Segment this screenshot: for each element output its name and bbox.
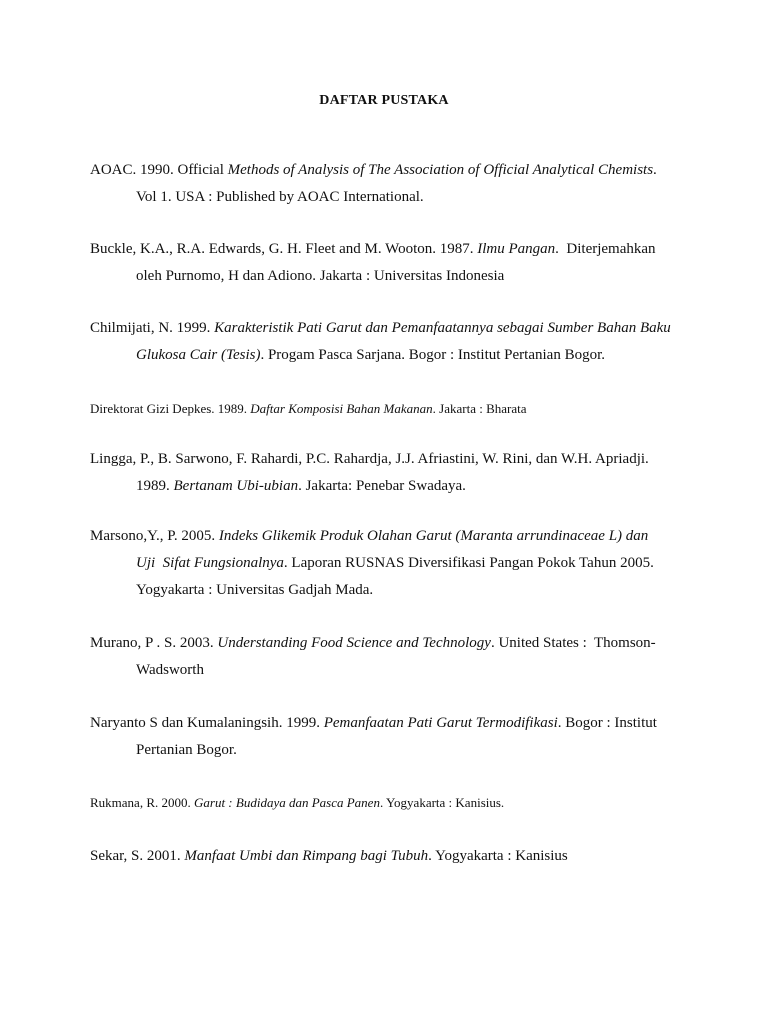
reference-title: Manfaat Umbi dan Rimpang bagi Tubuh bbox=[184, 848, 429, 864]
reference-line: AOAC. 1990. Official Methods of Analysis of The Association of Official Analytical Chemists. bbox=[90, 162, 657, 178]
reference-line: Glukosa Cair (Tesis). Progam Pasca Sarjana. Bogor : Institut Pertanian Bogor. bbox=[136, 347, 605, 363]
reference-title: Karakteristik Pati Garut dan Pemanfaatannya sebagai Sumber Bahan Baku bbox=[214, 320, 671, 336]
reference-entry bbox=[90, 315, 682, 369]
reference-line: Sekar, S. 2001. Manfaat Umbi dan Rimpang bagi Tubuh. Yogyakarta : Kanisius bbox=[90, 848, 568, 864]
page-title: DAFTAR PUSTAKA bbox=[319, 93, 449, 108]
reference-title: Garut : Budidaya dan Pasca Panen bbox=[194, 795, 380, 810]
reference-entry bbox=[90, 523, 682, 604]
reference-entry bbox=[90, 789, 682, 816]
reference-line: Rukmana, R. 2000. Garut : Budidaya dan Pasca Panen. Yogyakarta : Kanisius. bbox=[90, 795, 505, 810]
reference-line: Yogyakarta : Universitas Gadjah Mada. bbox=[136, 582, 374, 598]
reference-entry bbox=[90, 446, 682, 500]
reference-entry bbox=[90, 236, 682, 290]
reference-line: Direktorat Gizi Depkes. 1989. Daftar Komposisi Bahan Makanan. Jakarta : Bharata bbox=[90, 401, 527, 416]
reference-entry bbox=[90, 710, 682, 764]
reference-title: Daftar Komposisi Bahan Makanan bbox=[250, 401, 433, 416]
reference-entry bbox=[90, 843, 682, 870]
reference-line: Buckle, K.A., R.A. Edwards, G. H. Fleet and M. Wooton. 1987. Ilmu Pangan. Diterjemahkan bbox=[90, 241, 656, 257]
reference-title: Bertanam Ubi-ubian bbox=[173, 478, 299, 494]
reference-title: Understanding Food Science and Technology bbox=[217, 635, 491, 651]
reference-line: Vol 1. USA : Published by AOAC International. bbox=[136, 189, 424, 205]
reference-title: Indeks Glikemik Produk Olahan Garut (Maranta arrundinaceae L) dan bbox=[218, 528, 649, 544]
reference-title: Glukosa Cair (Tesis) bbox=[136, 347, 261, 363]
reference-entry bbox=[90, 630, 682, 684]
reference-line: 1989. Bertanam Ubi-ubian. Jakarta: Penebar Swadaya. bbox=[136, 478, 466, 494]
reference-entry bbox=[90, 157, 682, 211]
reference-title: Methods of Analysis of The Association of Official Analytical Chemists bbox=[227, 162, 654, 178]
reference-line: Wadsworth bbox=[136, 662, 204, 678]
reference-line: Lingga, P., B. Sarwono, F. Rahardi, P.C. Rahardja, J.J. Afriastini, W. Rini, dan W.H. Apriadji. bbox=[90, 451, 649, 467]
reference-line: Murano, P . S. 2003. Understanding Food Science and Technology. United States : Thomson- bbox=[90, 635, 656, 651]
reference-line: Pertanian Bogor. bbox=[136, 742, 237, 758]
reference-line: Uji Sifat Fungsionalnya. Laporan RUSNAS Diversifikasi Pangan Pokok Tahun 2005. bbox=[136, 555, 654, 571]
reference-title: Ilmu Pangan bbox=[477, 241, 556, 257]
reference-line: Naryanto S dan Kumalaningsih. 1999. Pemanfaatan Pati Garut Termodifikasi. Bogor : Institut bbox=[90, 715, 657, 731]
reference-title: Uji Sifat Fungsionalnya bbox=[136, 555, 284, 571]
reference-line: oleh Purnomo, H dan Adiono. Jakarta : Universitas Indonesia bbox=[136, 268, 505, 284]
reference-line: Chilmijati, N. 1999. Karakteristik Pati Garut dan Pemanfaatannya sebagai Sumber Bahan Baku bbox=[90, 320, 671, 336]
reference-line: Marsono,Y., P. 2005. Indeks Glikemik Produk Olahan Garut (Maranta arrundinaceae L) dan bbox=[90, 528, 649, 544]
reference-entry bbox=[90, 395, 682, 422]
reference-title: Pemanfaatan Pati Garut Termodifikasi bbox=[323, 715, 558, 731]
